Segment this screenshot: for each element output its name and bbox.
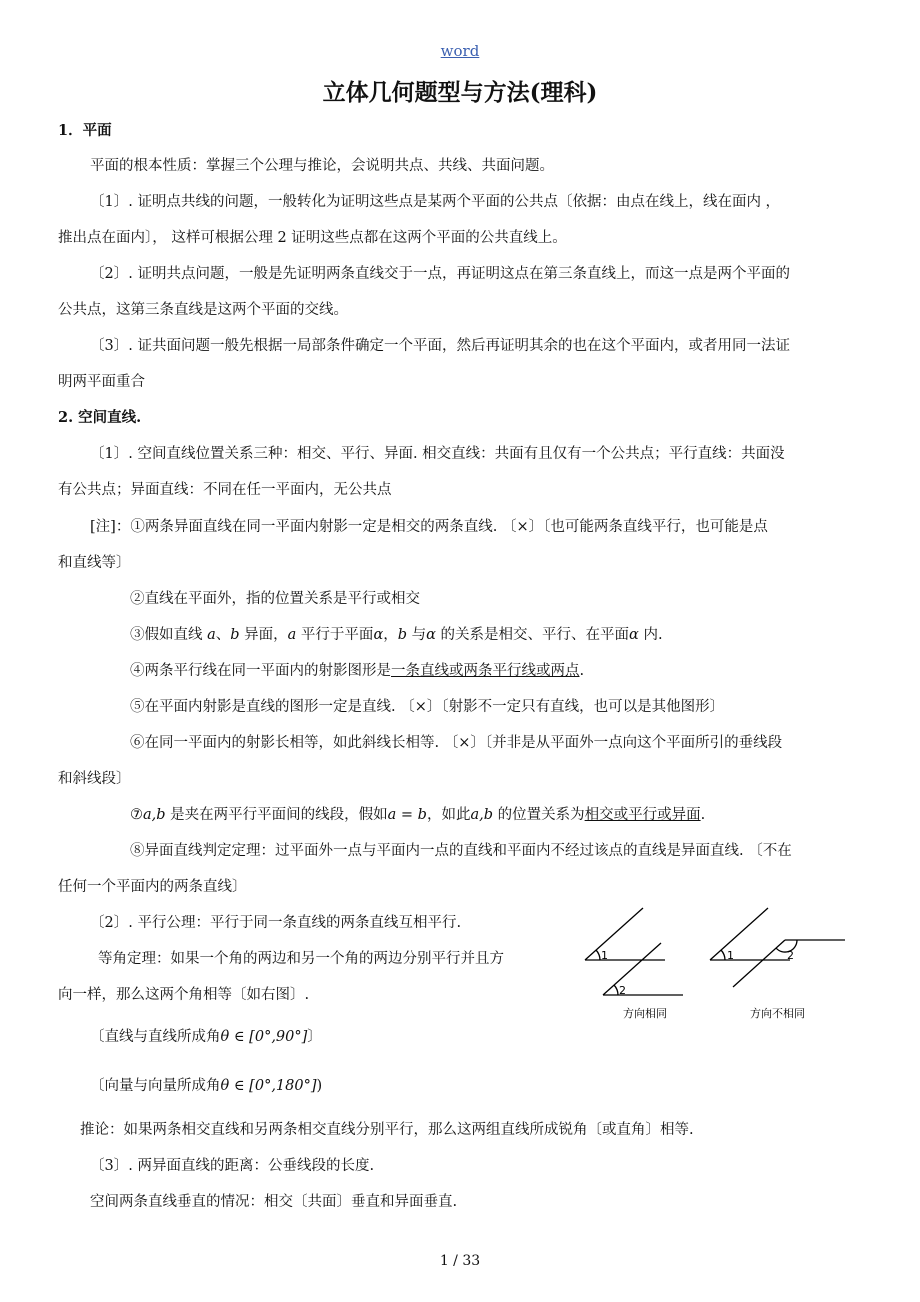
line-angle-end: 〕: [307, 1029, 322, 1045]
fig-right-angle-1-arc: [721, 950, 725, 960]
note-7-text-d: 的位置关系为: [493, 807, 585, 823]
s1-p2-line1: 〔2〕. 证明共点问题，一般是先证明两条直线交于一点，再证明这点在第三条直线上，而这一点是两个平面的: [90, 266, 790, 282]
fig-left-ray-2-slanted: [603, 943, 661, 995]
line-angle-formula: θ ∈ [0°,90°]: [220, 1029, 308, 1045]
note-7-text-b: 是夹在两平行平面间的线段，假如: [165, 807, 388, 823]
line-angle-text: 〔直线与直线所成角: [90, 1029, 221, 1045]
section-1-intro: 平面的根本性质：掌握三个公理与推论，会说明共点、共线、共面问题。: [90, 158, 554, 174]
fig-caption-different-direction: 方向不相同: [750, 1007, 805, 1020]
vector-angle-end: ): [316, 1078, 323, 1094]
var-ab: a,b: [470, 807, 493, 823]
section-2-heading: 2. 空间直线.: [58, 409, 142, 426]
note-8-line2: 任何一个平面内的两条直线〕: [58, 879, 247, 895]
note-3-text-b: 、: [215, 627, 231, 643]
parallel-axiom: 〔2〕. 平行公理：平行于同一条直线的两条直线互相平行.: [90, 915, 462, 931]
line-angle-range: [90, 1027, 322, 1047]
note-4-end: .: [579, 663, 585, 679]
s1-p1-line1: 〔1〕. 证明点共线的问题，一般转化为证明这些点是某两个平面的公共点〔依据：由点在线上，线在面内 ，: [90, 194, 781, 210]
note-3: [130, 625, 663, 645]
fig-left-ray-1-slanted: [585, 908, 643, 960]
var-alpha: α: [426, 627, 436, 643]
s1-p3-line2: 明两平面重合: [58, 374, 145, 390]
note-3-text-a: ③假如直线: [130, 627, 208, 643]
var-ab: a,b: [143, 807, 166, 823]
note-7: [130, 805, 705, 825]
vector-angle-range: [90, 1076, 322, 1096]
note-8-line1: ⑧异面直线判定定理：过平面外一点与平面内一点的直线和平面内不经过该点的直线是异面直线. 〔不在: [130, 843, 792, 859]
fig-right-ray-2-slanted: [733, 940, 785, 987]
fig-label-2b: 2: [787, 949, 794, 962]
header-word-link[interactable]: word: [440, 42, 480, 60]
note-7-marker: ⑦: [130, 807, 143, 823]
note-3-text-h: 内.: [638, 627, 663, 643]
page-number: 1 / 33: [439, 1253, 481, 1269]
note-3-text-d: 平行于平面: [296, 627, 374, 643]
fig-right-ray-1-slanted: [710, 908, 768, 960]
note-4: [130, 661, 584, 681]
equation-a-eq-b: a = b: [387, 807, 427, 823]
skew-distance: 〔3〕. 两异面直线的距离：公垂线段的长度.: [90, 1158, 375, 1174]
section-1-heading: 1．平面: [58, 122, 112, 139]
fig-label-2: 2: [619, 984, 626, 997]
note-4-text: ④两条平行线在同一平面内的射影图形是: [130, 663, 391, 679]
note-1-line1: [注]：①两条异面直线在同一平面内射影一定是相交的两条直线. 〔×〕〔也可能两条直线平行，也可能是点: [90, 519, 768, 535]
equal-angle-figure: [575, 900, 875, 1025]
vector-angle-text: 〔向量与向量所成角: [90, 1078, 221, 1094]
corollary: 推论：如果两条相交直线和另两条相交直线分别平行，那么这两组直线所成锐角〔或直角〕相等.: [80, 1122, 694, 1138]
note-1-line2: 和直线等〕: [58, 555, 131, 571]
note-7-text-c: ，如此: [426, 807, 471, 823]
note-7-underlined: 相交或平行或异面: [584, 807, 701, 823]
s1-p3-line1: 〔3〕. 证共面问题一般先根据一局部条件确定一个平面，然后再证明其余的也在这个平面内，或者用同一法证: [90, 338, 790, 354]
vector-angle-formula: θ ∈ [0°,180°]: [220, 1078, 317, 1094]
note-2: ②直线在平面外，指的位置关系是平行或相交: [130, 591, 420, 607]
note-3-text-e: ，: [383, 627, 398, 643]
fig-left-angle-1-arc: [596, 950, 600, 960]
note-3-text-g: 的关系是相交、平行、在平面: [435, 627, 630, 643]
equal-angle-theorem-line2: 向一样，那么这两个角相等〔如右图〕.: [58, 987, 310, 1003]
var-alpha: α: [373, 627, 384, 643]
var-b: b: [397, 627, 408, 643]
fig-left-angle-2-arc: [614, 985, 618, 995]
s2-a-line2: 有公共点；异面直线：不同在任一平面内，无公共点: [58, 482, 392, 498]
var-a: a: [287, 627, 297, 643]
note-3-text-c: 异面，: [239, 627, 288, 643]
fig-label-1: 1: [601, 949, 608, 962]
s2-a-line1: 〔1〕. 空间直线位置关系三种：相交、平行、异面. 相交直线：共面有且仅有一个公共点；平行直线：共面没: [90, 446, 785, 462]
note-5: ⑤在平面内射影是直线的图形一定是直线. 〔×〕〔射影不一定只有直线，也可以是其他图形〕: [130, 699, 725, 715]
note-6-line2: 和斜线段〕: [58, 771, 131, 787]
var-a: a: [207, 627, 216, 643]
note-4-underlined: 一条直线或两条平行线或两点: [391, 663, 580, 679]
page-title: 立体几何题型与方法(理科): [322, 79, 598, 106]
s1-p2-line2: 公共点，这第三条直线是这两个平面的交线。: [58, 302, 348, 318]
perpendicular-cases: 空间两条直线垂直的情况：相交〔共面〕垂直和异面垂直.: [90, 1194, 458, 1210]
equal-angle-theorem-line1: 等角定理：如果一个角的两边和另一个角的两边分别平行并且方: [98, 951, 504, 967]
var-alpha: α: [629, 627, 639, 643]
fig-caption-same-direction: 方向相同: [623, 1007, 667, 1020]
var-b: b: [230, 627, 240, 643]
note-3-text-f: 与: [407, 627, 427, 643]
s1-p1-line2: 推出点在面内〕， 这样可根据公理 2 证明这些点都在这两个平面的公共直线上。: [58, 230, 567, 246]
note-6-line1: ⑥在同一平面内的射影长相等，如此斜线长相等. 〔×〕〔并非是从平面外一点向这个平面所引的垂线段: [130, 735, 783, 751]
fig-label-1b: 1: [727, 949, 734, 962]
note-7-end: .: [700, 807, 706, 823]
